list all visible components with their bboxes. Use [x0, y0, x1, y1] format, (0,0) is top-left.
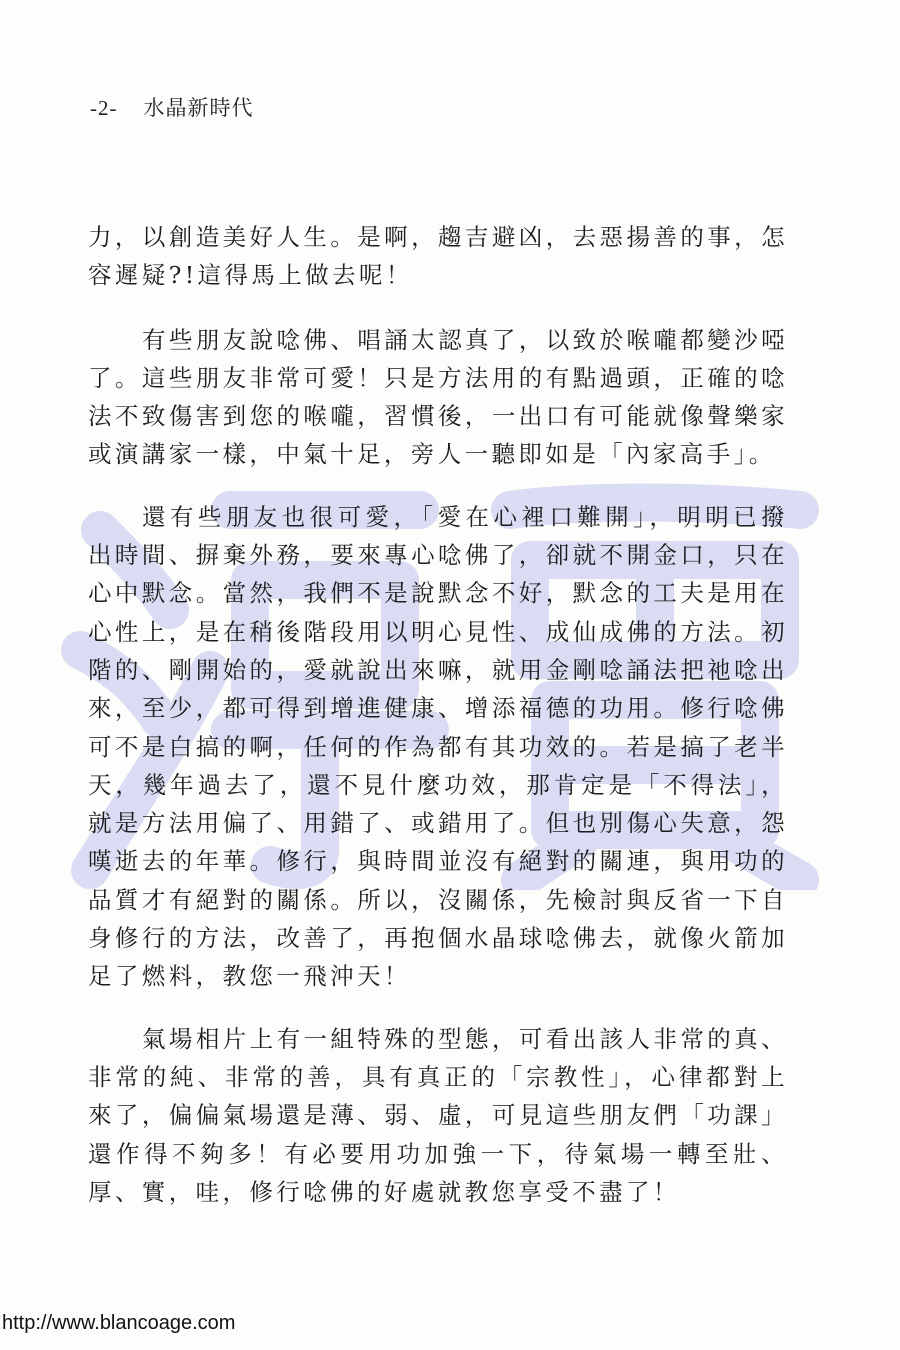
page-header	[90, 92, 254, 122]
paragraph-2: 有些朋友說唸佛、唱誦太認真了，以致於喉嚨都變沙啞了。這些朋友非常可愛！只是方法用的有點過頭，正確的唸法不致傷害到您的喉嚨，習慣後，一出口有可能就像聲樂家或演講家一樣，中氣十足，旁人一聽即如是「內家高手」。	[88, 325, 788, 469]
page-number: -2-	[90, 96, 118, 120]
paragraph-3: 還有些朋友也很可愛，「愛在心裡口難開」，明明已撥出時間、摒棄外務，要來專心唸佛了，卻就不開金口，只在心中默念。當然，我們不是說默念不好，默念的工夫是用在心性上，是在稍後階段用以明心見性、成仙成佛的方法。初階的、剛開始的，愛就說出來嘛，就用金剛唸誦法把祂唸出來，至少，都可得到增進健康、增添福德的功用。修行唸佛可不是白搞的啊，任何的作為都有其功效的。若是搞了老半天，幾年過去了，還不見什麼功效，那肯定是「不得法」，就是方法用偏了、用錯了、或錯用了。但也別傷心失意，怨嘆逝去的年華。修行，與時間並沒有絕對的關連，與用功的品質才有絕對的關係。所以，沒關係，先檢討與反省一下自身修行的方法，改善了，再抱個水晶球唸佛去，就像火箭加足了燃料，教您一飛沖天！	[88, 502, 788, 991]
body-text	[88, 218, 788, 1235]
footer-url[interactable]: http://www.blancoage.com	[2, 1312, 236, 1334]
paragraph-4: 氣場相片上有一組特殊的型態，可看出該人非常的真、非常的純、非常的善，具有真正的「宗教性」，心律都對上來了，偏偏氣場還是薄、弱、虛，可見這些朋友們「功課」還作得不夠多！有必要用功加強一下，待氣場一轉至壯、厚、實，哇，修行唸佛的好處就教您享受不盡了！	[88, 1024, 788, 1206]
book-title: 水晶新時代	[143, 96, 254, 120]
paragraph-1: 力，以創造美好人生。是啊，趨吉避凶，去惡揚善的事，怎容遲疑?!這得馬上做去呢！	[88, 223, 788, 290]
